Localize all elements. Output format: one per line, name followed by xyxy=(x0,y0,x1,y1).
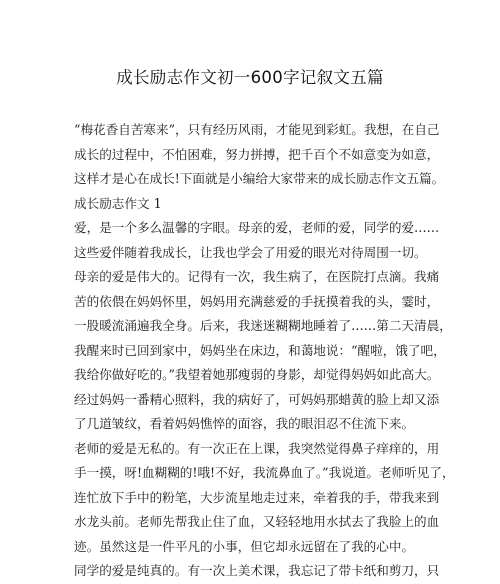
text-line: 一股暖流涌遍我全身。后来，我迷迷糊糊地睡着了……第二天清晨， xyxy=(74,318,452,333)
text-line: 同学的爱是纯真的。有一次上美术课，我忘记了带卡纸和剪刀，只 xyxy=(74,563,440,578)
text-line: 我给你做好吃的。”我望着她那瘦弱的身影，却觉得妈妈如此高大。 xyxy=(74,367,440,382)
text-line: 经过妈妈一番精心照料，我的病好了，可妈妈那蜡黄的脸上却又添 xyxy=(74,391,440,407)
text-line: 母亲的爱是伟大的。记得有一次，我生病了，在医院打点滴。我痛 xyxy=(74,269,440,284)
text-line: 了几道皱纹，看着妈妈憔悴的面容，我的眼泪忍不住流下来。 xyxy=(74,416,415,431)
document-title: 成长励志作文初一600字记叙文五篇 xyxy=(116,68,384,87)
text-line: 这些爱伴随着我成长，让我也学会了用爱的眼光对待周围一切。 xyxy=(74,244,427,260)
text-line: 水龙头前。老师先帮我止住了血，又轻轻地用水拭去了我脸上的血 xyxy=(74,514,440,529)
section-heading: 成长励志作文 1 xyxy=(74,195,162,211)
text-line: 老师的爱是无私的。有一次正在上课，我突然觉得鼻子痒痒的，用 xyxy=(74,440,440,456)
text-line: “梅花香自苦寒来”，只有经历风雨，才能见到彩虹。我想，在自己 xyxy=(74,122,440,137)
text-line: 成长的过程中，不怕困难，努力拼搏，把千百个不如意变为如意， xyxy=(74,146,440,162)
text-line: 手一摸，呀!血糊糊的!哦!不好，我流鼻血了。”我说道。老师听见了， xyxy=(74,465,455,480)
text-line: 这样才是心在成长!下面就是小编给大家带来的成长励志作文五篇。 xyxy=(74,171,445,186)
document-body xyxy=(74,118,455,584)
text-line: 苦的依偎在妈妈怀里，妈妈用充满慈爱的手抚摸着我的头，霎时， xyxy=(74,293,440,309)
text-line: 我醒来时已回到家中，妈妈坐在床边，和蔼地说：“醒啦，饿了吧， xyxy=(74,342,446,358)
text-line: 连忙放下手中的粉笔，大步流星地走过来，牵着我的手，带我来到 xyxy=(74,489,440,505)
text-line: 爱，是一个多么温馨的字眼。母亲的爱，老师的爱，同学的爱…… xyxy=(74,220,440,235)
text-line: 迹。虽然这是一件平凡的小事，但它却永远留在了我的心中。 xyxy=(74,538,415,554)
